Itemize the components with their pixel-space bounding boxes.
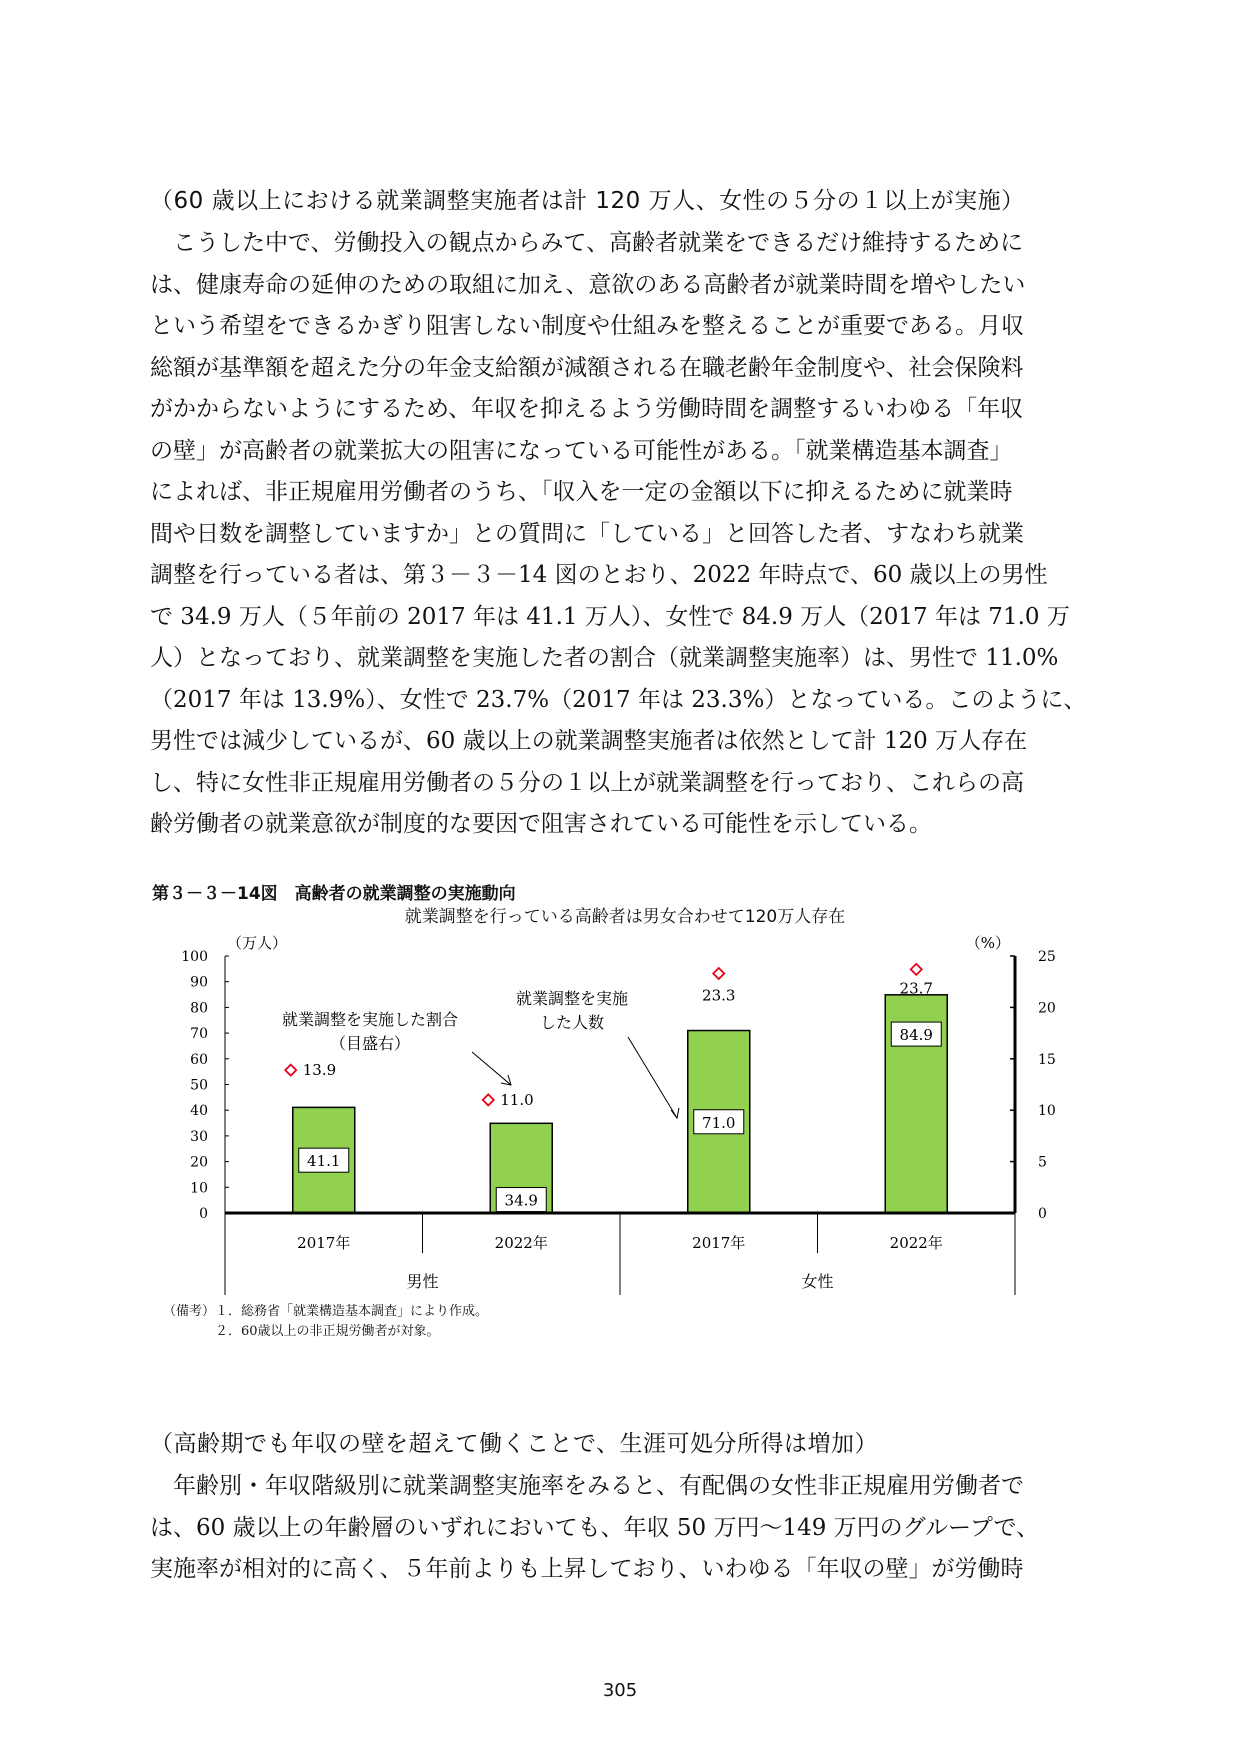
right-tick-label: 25 [1038, 949, 1056, 965]
figure-note: ２．60歳以上の非正規労働者が対象。 [163, 1324, 440, 1339]
paragraph-line: 齢労働者の就業意欲が制度的な要因で阻害されている可能性を示している。 [150, 811, 932, 837]
rate-marker [713, 968, 724, 979]
left-axis-unit: （万人） [227, 934, 288, 952]
bar-value-label: 41.1 [307, 1152, 341, 1171]
annotation-rate-sub: （目盛右） [329, 1034, 411, 1053]
paragraph-line: がかからないようにするため、年収を抑えるよう労働時間を調整するいわゆる「年収 [150, 396, 1024, 422]
paragraph-line: という希望をできるかぎり阻害しない制度や仕組みを整えることが重要である。月収 [150, 313, 1024, 339]
left-tick-label: 70 [190, 1026, 208, 1043]
left-tick-label: 60 [190, 1051, 208, 1068]
right-tick-label: 10 [1038, 1103, 1056, 1120]
left-tick-label: 100 [181, 949, 208, 965]
left-tick-label: 40 [190, 1103, 208, 1120]
left-tick-label: 30 [190, 1128, 208, 1145]
paragraph-line: で 34.9 万人（５年前の 2017 年は 41.1 万人）、女性で 84.9 万人（2017 年は 71.0 万 [150, 603, 1070, 630]
figure-note: （備考）１．総務省「就業構造基本調査」により作成。 [163, 1304, 489, 1319]
annotation-count-sub: した人数 [539, 1013, 605, 1032]
paragraph-line: は、健康寿命の延伸のための取組に加え、意欲のある高齢者が就業時間を増やしたい [150, 271, 1026, 298]
left-tick-label: 50 [190, 1077, 208, 1094]
bar-value-label: 84.9 [899, 1026, 933, 1045]
paragraph-line: は、60 歳以上の年齢層のいずれにおいても、年収 50 万円～149 万円のグループで、 [150, 1514, 1040, 1541]
annotation-rate: 就業調整を実施した割合 [281, 1010, 459, 1029]
rate-marker [911, 964, 922, 975]
category-label: 2022年 [889, 1234, 943, 1252]
annotation-arrow [472, 1052, 511, 1085]
page-number: 305 [602, 1680, 638, 1701]
paragraph-line: 間や日数を調整していますか」との質問に「している」と回答した者、すなわち就業 [150, 520, 1024, 547]
body-paragraph-2 [150, 1466, 1100, 1591]
bar-value-label: 34.9 [504, 1191, 538, 1210]
paragraph-line: 人）となっており、就業調整を実施した者の割合（就業調整実施率）は、男性で 11.0% [150, 645, 1059, 671]
group-label: 男性 [406, 1272, 439, 1291]
category-label: 2017年 [692, 1234, 746, 1252]
rate-value-label: 13.9 [302, 1061, 337, 1080]
left-tick-label: 90 [190, 974, 208, 991]
figure-notes [163, 1302, 488, 1342]
section-heading-1: （60 歳以上における就業調整実施者は計 120 万人、女性の５分の１以上が実施） [150, 188, 1025, 214]
paragraph-line: の壁」が高齢者の就業拡大の阻害になっている可能性がある。「就業構造基本調査」 [150, 437, 1013, 464]
rate-marker [483, 1094, 494, 1105]
paragraph-line: し、特に女性非正規雇用労働者の５分の１以上が就業調整を行っており、これらの高 [150, 769, 1024, 796]
right-tick-label: 5 [1038, 1154, 1047, 1171]
figure-subtitle: 就業調整を行っている高齢者は男女合わせて120万人存在 [404, 907, 846, 927]
bar-value-label: 71.0 [702, 1113, 736, 1132]
paragraph-line: 年齢別・年収階級別に就業調整実施率をみると、有配偶の女性非正規雇用労働者で [150, 1473, 1024, 1499]
category-label: 2022年 [494, 1234, 548, 1252]
section-heading-2: （高齢期でも年収の壁を超えて働くことで、生涯可処分所得は増加） [150, 1431, 879, 1457]
left-tick-label: 80 [190, 1000, 208, 1017]
rate-value-label: 23.3 [702, 986, 736, 1005]
left-tick-label: 10 [190, 1180, 208, 1197]
right-tick-label: 20 [1038, 1000, 1056, 1017]
annotation-count: 就業調整を実施 [515, 989, 629, 1008]
figure-title: 第３－３－14図 高齢者の就業調整の実施動向 [152, 884, 516, 904]
paragraph-line: 総額が基準額を超えた分の年金支給額が減額される在職老齢年金制度や、社会保険料 [150, 354, 1024, 381]
right-tick-label: 0 [1038, 1206, 1047, 1222]
rate-marker [285, 1065, 296, 1076]
body-paragraph-1 [150, 223, 1100, 846]
paragraph-line: 実施率が相対的に高く、５年前よりも上昇しており、いわゆる「年収の壁」が労働時 [150, 1556, 1024, 1582]
rate-value-label: 23.7 [899, 979, 933, 998]
paragraph-line: によれば、非正規雇用労働者のうち、「収入を一定の金額以下に抑えるために就業時 [150, 479, 1013, 505]
paragraph-line: （2017 年は 13.9%）、女性で 23.7%（2017 年は 23.3%）となっている。このように、 [150, 686, 1087, 713]
group-label: 女性 [801, 1272, 834, 1291]
paragraph-line: こうした中で、労働投入の観点からみて、高齢者就業をできるだけ維持するために [150, 230, 1024, 256]
paragraph-line: 調整を行っている者は、第３－３－14 図のとおり、2022 年時点で、60 歳以上の男性 [150, 562, 1048, 588]
right-axis-unit: （%） [965, 934, 1010, 952]
left-tick-label: 0 [199, 1206, 208, 1222]
annotation-arrow [628, 1037, 677, 1118]
category-label: 2017年 [297, 1234, 351, 1252]
rate-value-label: 11.0 [500, 1090, 534, 1109]
right-tick-label: 15 [1038, 1051, 1056, 1068]
bar-chart [170, 930, 1056, 1300]
left-tick-label: 20 [190, 1154, 208, 1171]
paragraph-line: 男性では減少しているが、60 歳以上の就業調整実施者は依然として計 120 万人存在 [150, 728, 1028, 754]
